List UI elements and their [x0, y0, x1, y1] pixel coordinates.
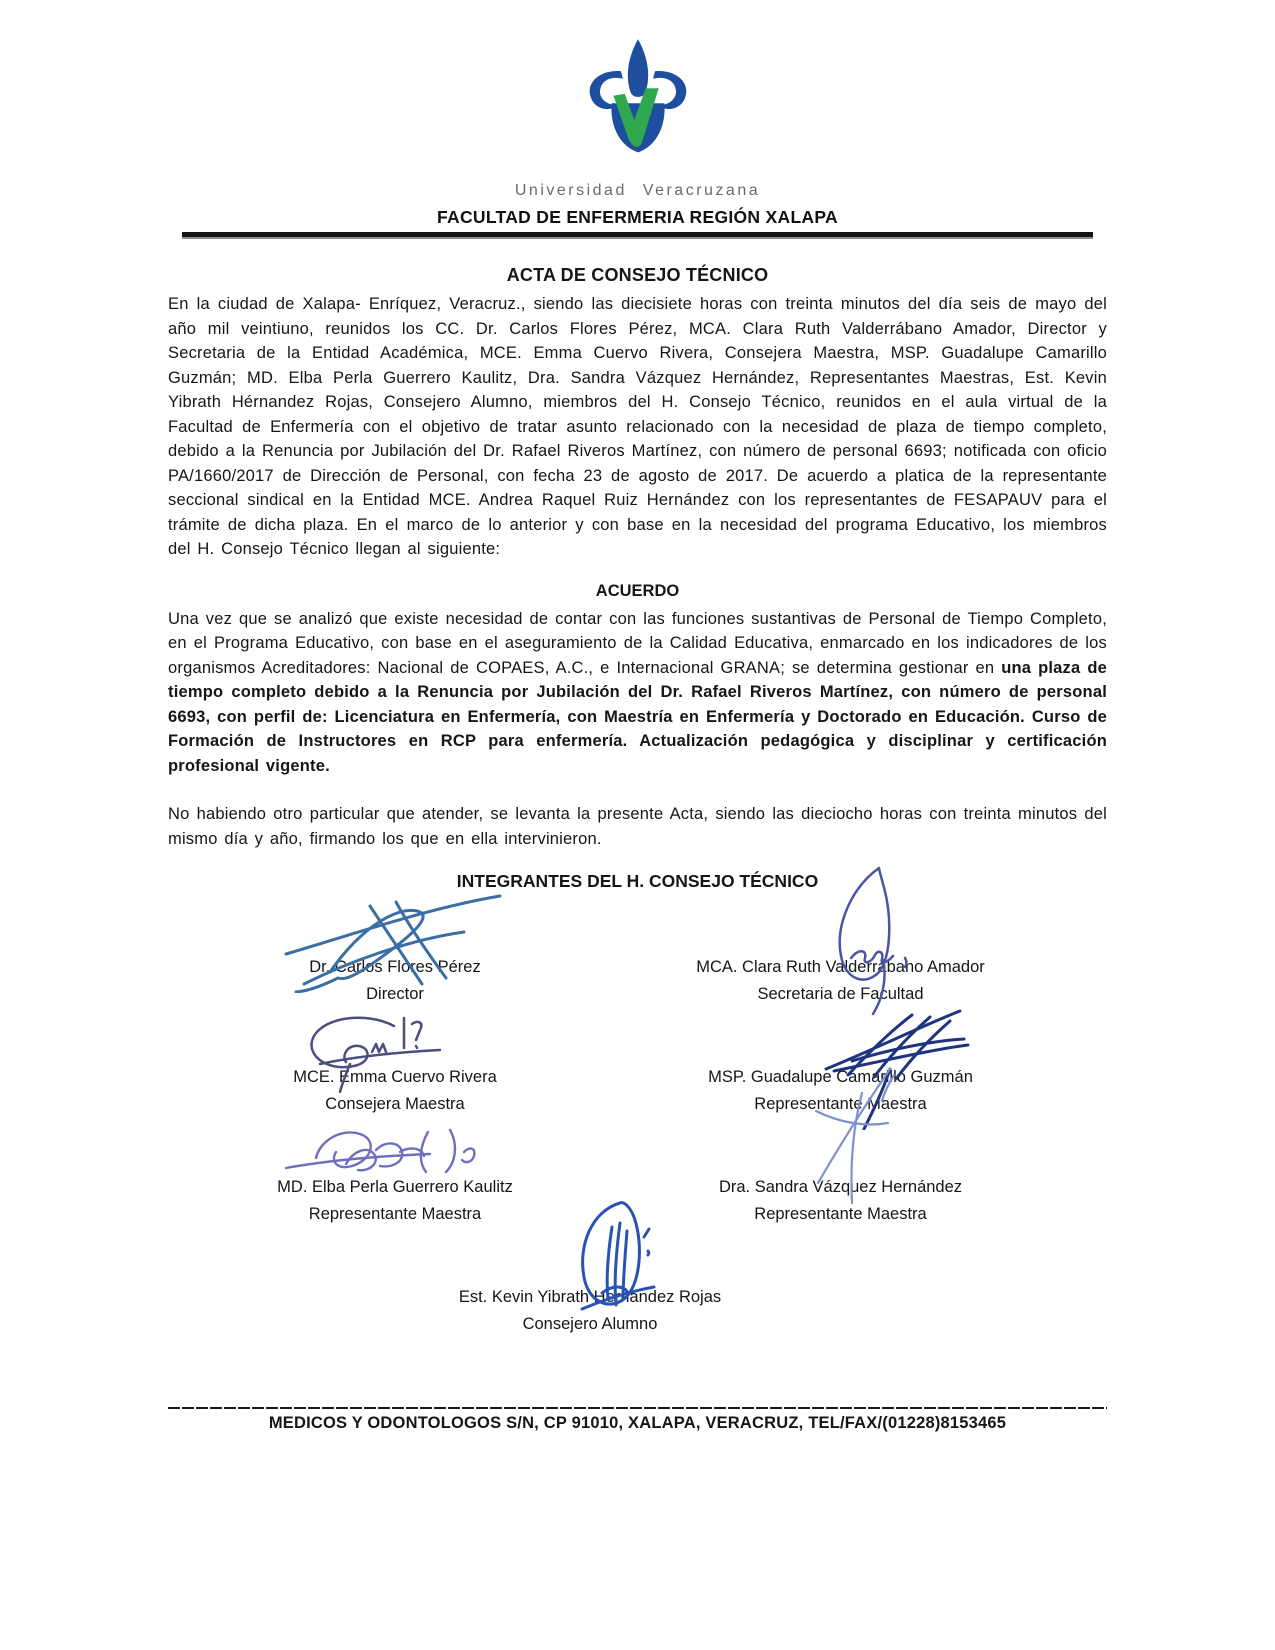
signature-grid — [168, 900, 1107, 1340]
signatory-role: Consejero Alumno — [522, 1315, 658, 1333]
signatories-heading: INTEGRANTES DEL H. CONSEJO TÉCNICO — [456, 871, 819, 891]
signatory-name: MD. Elba Perla Guerrero Kaulitz — [277, 1178, 513, 1196]
acuerdo-heading: ACUERDO — [595, 581, 680, 600]
document-title: ACTA DE CONSEJO TÉCNICO — [506, 265, 769, 285]
document-content — [168, 0, 1107, 1433]
signature-block-emma-cuervo — [168, 1010, 622, 1120]
signatory-name: Dra. Sandra Vázquez Hernández — [718, 1178, 963, 1196]
faculty-title: FACULTAD DE ENFERMERIA REGIÓN XALAPA — [437, 207, 838, 227]
signatory-role: Representante Maestra — [308, 1205, 482, 1223]
signatory-name: MCE. Emma Cuervo Rivera — [293, 1068, 497, 1086]
header — [168, 0, 1107, 239]
signature-block-kevin-hernandez — [168, 1230, 1012, 1340]
signatory-name: MSP. Guadalupe Camarillo Guzmán — [708, 1068, 973, 1086]
signatory-name: Est. Kevin Yibrath Hernández Rojas — [458, 1288, 722, 1306]
signature-block-clara-valderrabano — [622, 900, 1107, 1010]
university-logo-icon — [572, 36, 704, 180]
signature-block-guadalupe-camarillo — [622, 1010, 1107, 1120]
signatory-role: Director — [366, 985, 424, 1003]
footer-address: MEDICOS Y ODONTOLOGOS S/N, CP 91010, XALAPA, VERACRUZ, TEL/FAX/(01228)8153465 — [268, 1414, 1007, 1432]
signatory-role: Consejera Maestra — [325, 1095, 465, 1113]
university-name: Universidad Veracruzana — [514, 182, 761, 199]
signatory-role: Representante Maestra — [754, 1205, 927, 1223]
signature-elba-guerrero — [280, 1122, 515, 1180]
signatory-role: Representante Maestra — [754, 1095, 927, 1113]
footer-separator-line — [168, 1407, 1107, 1409]
signatory-name: Dr. Carlos Flores Pérez — [309, 958, 481, 976]
intro-paragraph: En la ciudad de Xalapa- Enríquez, Veracruz., siendo las diecisiete horas con treinta minutos del día seis de mayo del año mil veintiuno, reunidos los CC. Dr. Carlos Flores Pérez, MCA. Clara Ruth Valderrábano Amador, Director y Secretaria de la Entidad Académica, MCE. Emma Cuervo Rivera, Consejera Maestra, MSP. Guadalupe Camarillo Guzmán; MD. Elba Perla Guerrero Kaulitz, Dra. Sandra Vázquez Hernández, Representantes Maestras, Est. Kevin Yibrath Hérnandez Rojas, Consejero Alumno, miembros del H. Consejo Técnico, reunidos en el aula virtual de la Facultad de Enfermería con el objetivo de tratar asunto relacionado con la necesidad de plaza de tiempo completo, debido a la Renuncia por Jubilación del Dr. Rafael Riveros Martínez, con número de personal 6693; notificada con oficio PA/1660/2017 de Dirección de Personal, con fecha 23 de agosto de 2017. De acuerdo a platica de la representante seccional sindical en la Entidad MCE. Andrea Raquel Ruiz Hernández con los representantes de FESAPAUV para el trámite de dicha plaza. En el marco de lo anterior y con base en la necesidad del programa Educativo, los miembros del H. Consejo Técnico llegan al siguiente: — [168, 295, 1107, 558]
header-rule — [182, 232, 1093, 239]
signature-block-sandra-vazquez — [622, 1120, 1107, 1230]
acuerdo-bold-text: una plaza de tiempo completo debido a la Renuncia por Jubilación del Dr. Rafael Riveros Martínez, con número de personal 6693, con perfil de: Licenciatura en Enfermería, con Maestría en Enfermería y Doctorado en Educación. Curso de Formación de Instructores en RCP para enfermería. Actualización pedagógica y disciplinar y certificación profesional vigente. — [168, 658, 1107, 775]
signature-block-elba-guerrero — [168, 1120, 622, 1230]
signature-block-carlos-flores — [168, 900, 622, 1010]
signatory-role: Secretaria de Facultad — [757, 985, 924, 1003]
closing-paragraph: No habiendo otro particular que atender, se levanta la presente Acta, siendo las dieciocho horas con treinta minutos del mismo día y año, firmando los que en ella intervinieron. — [168, 805, 1107, 848]
acuerdo-paragraph — [168, 607, 1107, 779]
signatory-name: MCA. Clara Ruth Valderrábano Amador — [696, 958, 985, 976]
acuerdo-regular-text: Una vez que se analizó que existe necesidad de contar con las funciones sustantivas de Personal de Tiempo Completo, en el Programa Educativo, con base en el aseguramiento de la Calidad Educativa, enmarcado en los indicadores de los organismos Acreditadores: Nacional de COPAES, A.C., e Internacional GRANA; se determina gestionar en — [168, 609, 1107, 677]
